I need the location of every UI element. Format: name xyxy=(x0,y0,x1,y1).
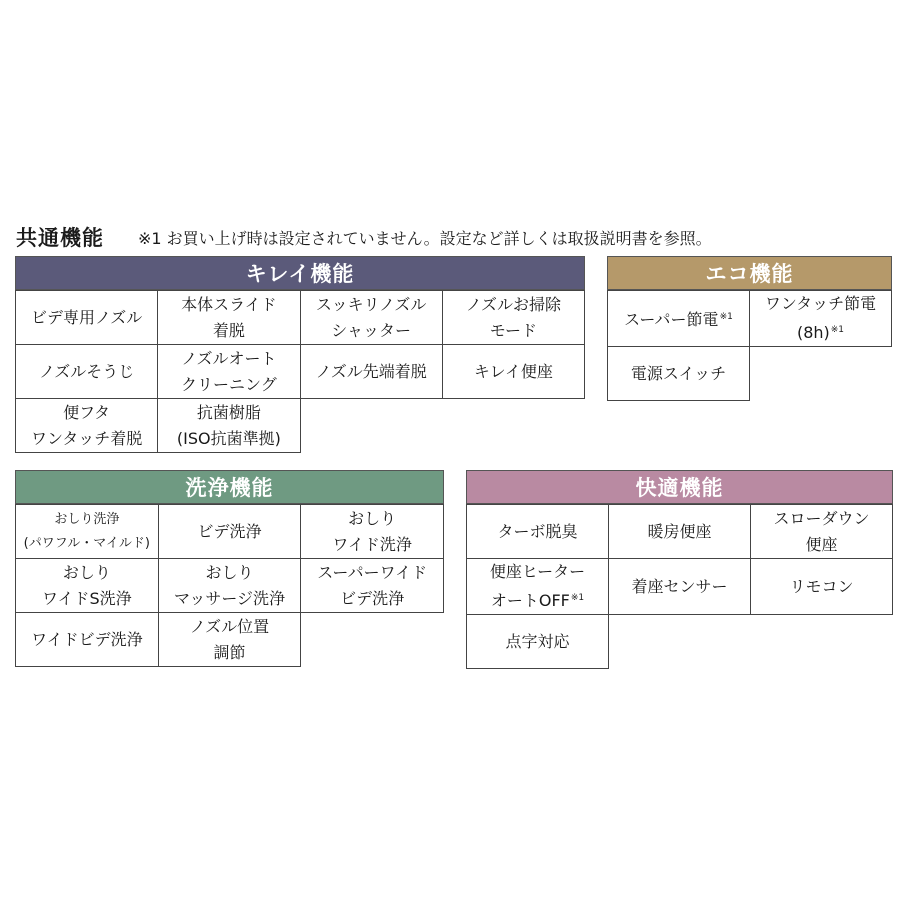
senjo-table xyxy=(15,504,444,667)
feature-cell: ノズルそうじ xyxy=(16,345,158,399)
kirei-group xyxy=(15,256,585,453)
eco-header: エコ機能 xyxy=(607,256,892,290)
feature-cell: キレイ便座 xyxy=(442,345,584,399)
feature-cell: ターボ脱臭 xyxy=(467,505,609,559)
kaiteki-table xyxy=(466,504,893,669)
eco-table xyxy=(607,290,892,401)
feature-cell: ビデ専用ノズル xyxy=(16,291,158,345)
feature-cell: 便フタ ワンタッチ着脱 xyxy=(16,399,158,453)
senjo-group xyxy=(15,470,444,667)
feature-cell: ノズルオート クリーニング xyxy=(158,345,300,399)
feature-cell: リモコン xyxy=(751,559,893,615)
kirei-header: キレイ機能 xyxy=(15,256,585,290)
feature-cell: スーパーワイド ビデ洗浄 xyxy=(301,559,444,613)
feature-cell: おしり ワイド洗浄 xyxy=(301,505,444,559)
feature-cell: ノズルお掃除 モード xyxy=(442,291,584,345)
page-title: 共通機能 xyxy=(16,226,104,250)
feature-cell: 本体スライド 着脱 xyxy=(158,291,300,345)
feature-cell: おしり ワイドS洗浄 xyxy=(16,559,159,613)
footnote: ※1 お買い上げ時は設定されていません。設定など詳しくは取扱説明書を参照。 xyxy=(138,229,712,248)
kaiteki-group xyxy=(466,470,893,669)
kaiteki-header: 快適機能 xyxy=(466,470,893,504)
feature-cell: おしり洗浄 (パワフル・マイルド) xyxy=(16,505,159,559)
feature-cell: ノズル先端着脱 xyxy=(300,345,442,399)
feature-cell: ワイドビデ洗浄 xyxy=(16,613,159,667)
feature-cell: 暖房便座 xyxy=(609,505,751,559)
feature-cell: ビデ洗浄 xyxy=(158,505,301,559)
feature-cell: スッキリノズル シャッター xyxy=(300,291,442,345)
feature-cell: 点字対応 xyxy=(467,615,609,669)
feature-cell: ワンタッチ節電 $(8h)^{※1}$ xyxy=(750,291,892,347)
feature-cell: おしり マッサージ洗浄 xyxy=(158,559,301,613)
eco-group xyxy=(607,256,892,401)
senjo-header: 洗浄機能 xyxy=(15,470,444,504)
feature-cell: 抗菌樹脂 (ISO抗菌準拠) xyxy=(158,399,300,453)
feature-cell: 電源スイッチ xyxy=(608,347,750,401)
feature-cell: スーパー節電$^{※1}$ xyxy=(608,291,750,347)
feature-cell: スローダウン 便座 xyxy=(751,505,893,559)
feature-cell: ノズル位置 調節 xyxy=(158,613,301,667)
kirei-table xyxy=(15,290,585,453)
feature-cell: 着座センサー xyxy=(609,559,751,615)
feature-cell: 便座ヒーター オートOFF$^{※1}$ xyxy=(467,559,609,615)
